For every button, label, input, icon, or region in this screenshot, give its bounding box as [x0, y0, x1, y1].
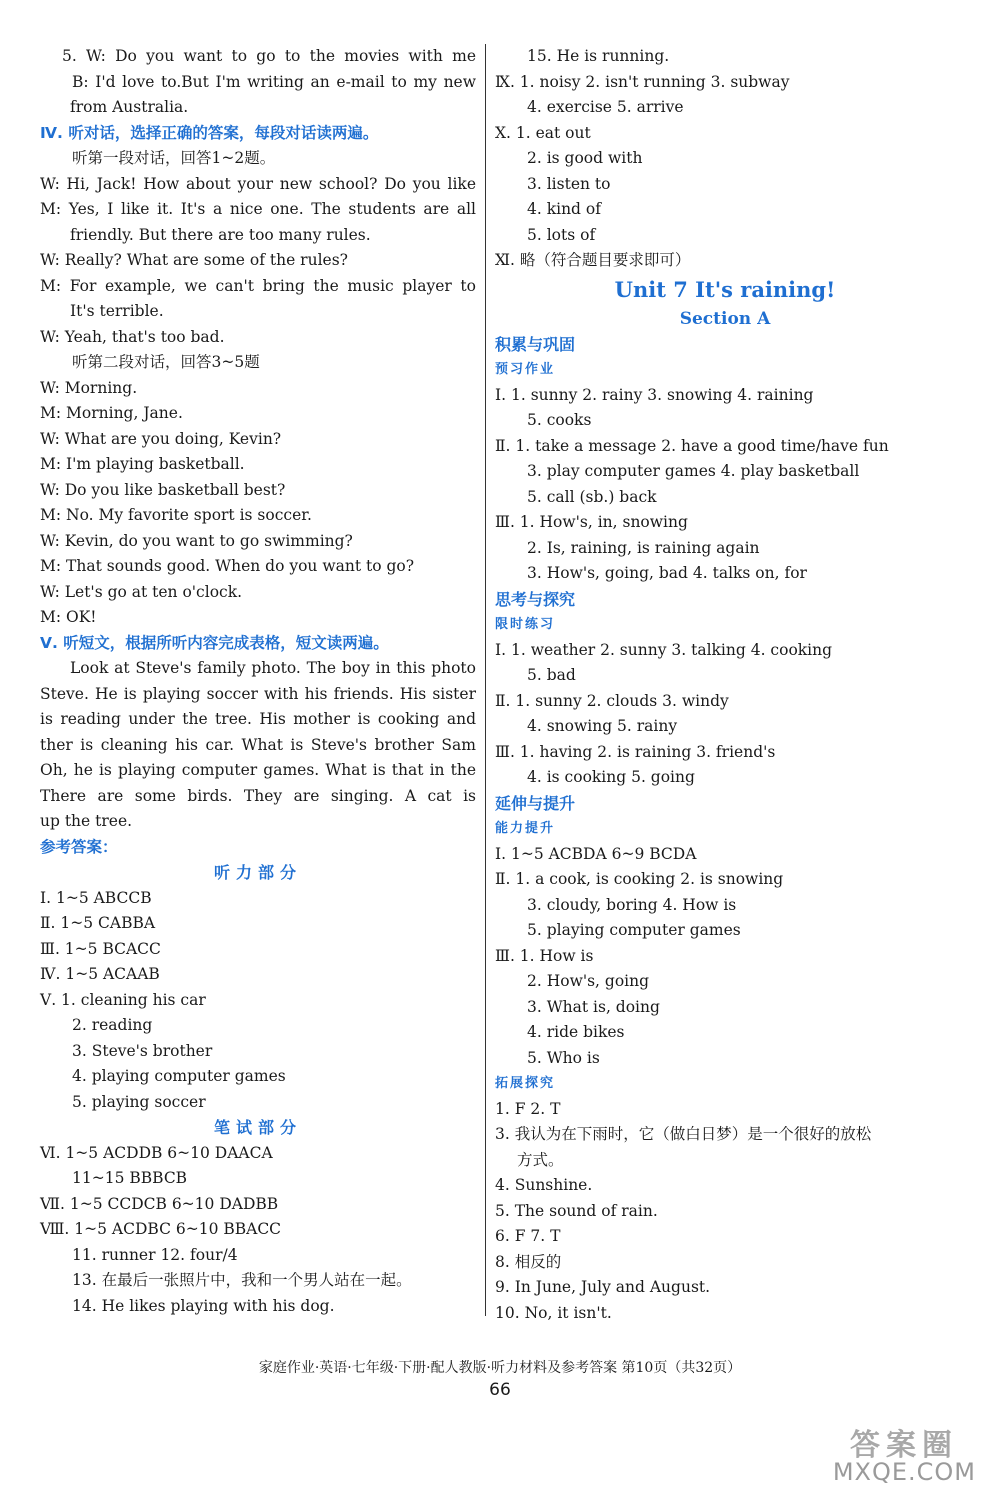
right-line	[495, 95, 955, 121]
line-text: Ⅹ. 1. eat out	[495, 123, 591, 142]
left-line	[40, 1268, 476, 1294]
left-line	[40, 937, 476, 963]
left-line	[40, 1090, 476, 1116]
right-line	[495, 765, 955, 791]
right-line	[495, 561, 955, 587]
right-line	[495, 944, 955, 970]
right-line	[495, 791, 955, 817]
line-text: Ⅵ. 1~5 ACDDB 6~10 DAACA	[40, 1143, 273, 1162]
line-text: 5. Who is	[527, 1048, 600, 1067]
right-line	[495, 44, 955, 70]
line-text: 5. bad	[527, 666, 576, 684]
left-line	[40, 503, 476, 529]
left-line	[40, 1217, 476, 1243]
page-footer: 家庭作业·英语·七年级·下册·配人教版·听力材料及参考答案 第10页（共32页）	[258, 1360, 742, 1376]
left-line	[40, 682, 476, 708]
line-text: 3. What is, doing	[527, 997, 660, 1016]
line-text: ther is cleaning his car. What is Steve's brother Sam	[40, 735, 476, 754]
line-text: 参考答案：	[40, 837, 118, 856]
line-text: 方式。	[517, 1150, 564, 1169]
left-line	[40, 707, 476, 733]
line-text: M: That sounds good. When do you want to go?	[40, 557, 415, 575]
line-text: Ⅰ. 1~5 ACBDA 6~9 BCDA	[495, 844, 697, 863]
line-text: Ⅳ. 听对话，选择正确的答案，每段对话读两遍。	[40, 123, 379, 142]
line-text: Unit 7 It's raining!	[614, 276, 836, 302]
line-text: 2. How's, going	[527, 972, 650, 990]
watermark-logo: 答案圈	[850, 1428, 958, 1463]
right-line	[495, 587, 955, 613]
line-text: W: Hi, Jack! How about your new school? Do you like	[40, 174, 476, 193]
line-text: 3. How's, going, bad 4. talks on, for	[527, 564, 807, 582]
line-text: 预习作业	[495, 362, 556, 377]
line-text: 思考与探究	[495, 589, 576, 609]
right-column	[495, 44, 955, 1326]
line-text: W: Really? What are some of the rules?	[40, 251, 348, 269]
line-text: 13. 在最后一张照片中，我和一个男人站在一起。	[72, 1271, 412, 1289]
line-text: Ⅳ. 1~5 ACAAB	[40, 965, 160, 983]
line-text: 4. exercise 5. arrive	[527, 98, 684, 116]
left-line	[40, 248, 476, 274]
right-line	[495, 1097, 955, 1123]
line-text: 积累与巩固	[495, 334, 576, 354]
line-text: M: I'm playing basketball.	[40, 455, 245, 473]
right-line	[495, 459, 955, 485]
right-line	[495, 332, 955, 358]
line-text: Section A	[679, 308, 771, 329]
right-line	[495, 510, 955, 536]
left-line	[40, 1192, 476, 1218]
line-text: 14. He likes playing with his dog.	[72, 1296, 335, 1315]
line-text: Ⅲ. 1. having 2. is raining 3. friend's	[495, 742, 776, 761]
right-line	[495, 121, 955, 147]
left-line	[40, 478, 476, 504]
left-line	[40, 758, 476, 784]
line-text: W: Kevin, do you want to go swimming?	[40, 531, 353, 550]
line-text: 5. cooks	[527, 411, 592, 429]
line-text: 3. play computer games 4. play basketball	[527, 462, 860, 480]
line-text: 3. cloudy, boring 4. How is	[527, 895, 737, 914]
line-text: 9. In June, July and August.	[495, 1278, 711, 1296]
left-line	[40, 886, 476, 912]
line-text: Ⅶ. 1~5 CCDCB 6~10 DADBB	[40, 1194, 279, 1213]
line-text: 延伸与提升	[495, 793, 576, 813]
line-text: 2. Is, raining, is raining again	[527, 538, 760, 557]
right-line	[495, 612, 955, 638]
line-text: 5. The sound of rain.	[495, 1201, 658, 1220]
right-line	[495, 816, 955, 842]
right-line	[495, 1199, 955, 1225]
right-line	[495, 172, 955, 198]
left-line	[40, 529, 476, 555]
right-line	[495, 146, 955, 172]
line-text: Steve. He is playing soccer with his friends. His sister	[40, 684, 476, 703]
left-line	[40, 554, 476, 580]
line-text: Ⅰ. 1. sunny 2. rainy 3. snowing 4. raining	[495, 385, 814, 404]
line-text: W: Do you like basketball best?	[40, 480, 286, 499]
left-line	[40, 1064, 476, 1090]
watermark-site: MXQE.COM	[832, 1458, 976, 1486]
left-line	[40, 580, 476, 606]
line-text: Ⅱ. 1. take a message 2. have a good time/have fun	[495, 436, 889, 455]
left-line	[40, 1294, 476, 1320]
line-text: 4. playing computer games	[72, 1067, 286, 1085]
line-text: Ⅷ. 1~5 ACDBC 6~10 BBACC	[40, 1220, 282, 1238]
line-text: 听力部分	[213, 863, 302, 882]
left-line	[40, 146, 476, 172]
left-line	[40, 860, 476, 886]
line-text: 5. lots of	[527, 225, 596, 244]
line-text: Ⅸ. 1. noisy 2. isn't running 3. subway	[495, 72, 790, 91]
line-text: W: Morning.	[40, 378, 138, 397]
line-text: 8. 相反的	[495, 1252, 562, 1271]
right-line	[495, 1250, 955, 1276]
right-line	[495, 995, 955, 1021]
line-text: 5. playing soccer	[72, 1092, 206, 1111]
right-line	[495, 1071, 955, 1097]
left-line	[40, 70, 476, 96]
line-text: 3. 我认为在下雨时，它（做白日梦）是一个很好的放松	[495, 1125, 872, 1143]
line-text: M: OK!	[40, 608, 97, 626]
line-text: Ⅴ. 1. cleaning his car	[40, 990, 206, 1009]
right-line	[495, 1224, 955, 1250]
right-line	[495, 1122, 955, 1148]
line-text: Ⅲ. 1. How is	[495, 946, 594, 965]
left-line	[40, 376, 476, 402]
left-line	[40, 1166, 476, 1192]
line-text: 11. runner 12. four/4	[72, 1245, 238, 1264]
right-line	[495, 893, 955, 919]
left-line	[40, 962, 476, 988]
left-line	[40, 197, 476, 223]
right-line	[495, 1046, 955, 1072]
page-number: 66	[489, 1380, 511, 1400]
line-text: 3. Steve's brother	[72, 1041, 213, 1060]
left-line	[40, 274, 476, 300]
line-text: 5. W: Do you want to go to the movies with me	[62, 47, 476, 65]
line-text: There are some birds. They are singing. A cat is	[40, 786, 476, 805]
line-text: 11~15 BBBCB	[72, 1169, 188, 1187]
line-text: 拓展探究	[495, 1076, 556, 1091]
left-line	[40, 95, 476, 121]
line-text: It's terrible.	[70, 302, 164, 320]
left-line	[40, 733, 476, 759]
line-text: M: For example, we can't bring the music player to	[40, 276, 476, 295]
line-text: M: Morning, Jane.	[40, 404, 183, 422]
line-text: 限时练习	[495, 617, 556, 632]
line-text: M: No. My favorite sport is soccer.	[40, 506, 312, 524]
line-text: 3. listen to	[527, 174, 611, 193]
right-line	[495, 638, 955, 664]
watermark	[744, 1420, 976, 1488]
line-text: 15. He is running.	[527, 47, 670, 65]
right-line	[495, 434, 955, 460]
line-text: Look at Steve's family photo. The boy in this photo	[70, 659, 476, 677]
left-line	[40, 325, 476, 351]
line-text: 2. reading	[72, 1016, 153, 1034]
right-line	[495, 357, 955, 383]
right-line	[495, 485, 955, 511]
left-line	[40, 1243, 476, 1269]
line-text: 能力提升	[495, 821, 556, 836]
line-text: M: Yes, I like it. It's a nice one. The students are all	[40, 200, 476, 218]
left-line	[40, 809, 476, 835]
left-line	[40, 223, 476, 249]
column-divider	[485, 44, 486, 1316]
line-text: Ⅱ. 1~5 CABBA	[40, 914, 156, 932]
right-line	[495, 740, 955, 766]
line-text: 1. F 2. T	[495, 1099, 561, 1118]
left-line	[40, 44, 476, 70]
line-text: Ⅲ. 1~5 BCACC	[40, 939, 161, 958]
line-text: W: Let's go at ten o'clock.	[40, 582, 243, 601]
line-text: Oh, he is playing computer games. What is that in the	[40, 761, 476, 779]
line-text: 4. is cooking 5. going	[527, 768, 695, 786]
line-text: B: I'd love to.But I'm writing an e-mail to my new	[72, 72, 476, 91]
line-text: 听第一段对话，回答1~2题。	[72, 149, 276, 167]
left-line	[40, 350, 476, 376]
left-line	[40, 452, 476, 478]
line-text: 6. F 7. T	[495, 1227, 561, 1245]
right-line	[495, 306, 955, 332]
left-line	[40, 911, 476, 937]
line-text: is reading under the tree. His mother is cooking and	[40, 710, 476, 728]
line-text: Ⅱ. 1. sunny 2. clouds 3. windy	[495, 691, 729, 710]
left-line	[40, 631, 476, 657]
left-line	[40, 1115, 476, 1141]
line-text: 4. snowing 5. rainy	[527, 717, 678, 735]
right-line	[495, 1301, 955, 1327]
left-line	[40, 299, 476, 325]
line-text: W: What are you doing, Kevin?	[40, 429, 282, 448]
left-line	[40, 1039, 476, 1065]
line-text: Ⅰ. 1. weather 2. sunny 3. talking 4. cooking	[495, 640, 833, 659]
line-text: 笔试部分	[213, 1118, 302, 1137]
right-line	[495, 223, 955, 249]
left-column	[40, 44, 476, 1319]
line-text: 5. playing computer games	[527, 921, 741, 939]
line-text: Ⅺ. 略（符合题目要求即可）	[495, 251, 691, 269]
line-text: 5. call (sb.) back	[527, 487, 657, 506]
right-line	[495, 70, 955, 96]
left-line	[40, 427, 476, 453]
left-line	[40, 172, 476, 198]
line-text: 4. Sunshine.	[495, 1176, 593, 1194]
left-line	[40, 401, 476, 427]
left-line	[40, 988, 476, 1014]
line-text: 10. No, it isn't.	[495, 1303, 612, 1322]
left-line	[40, 656, 476, 682]
right-line	[495, 1173, 955, 1199]
right-line	[495, 248, 955, 274]
line-text: 听第二段对话，回答3~5题	[72, 353, 260, 371]
left-line	[40, 835, 476, 861]
left-line	[40, 605, 476, 631]
line-text: 2. is good with	[527, 149, 643, 167]
right-line	[495, 1148, 955, 1174]
line-text: Ⅲ. 1. How's, in, snowing	[495, 513, 688, 531]
line-text: Ⅰ. 1~5 ABCCB	[40, 888, 152, 907]
right-line	[495, 1275, 955, 1301]
right-line	[495, 274, 955, 306]
left-line	[40, 784, 476, 810]
right-line	[495, 663, 955, 689]
line-text: 4. ride bikes	[527, 1023, 625, 1041]
line-text: W: Yeah, that's too bad.	[40, 327, 225, 346]
left-line	[40, 1013, 476, 1039]
line-text: friendly. But there are too many rules.	[70, 225, 371, 244]
right-line	[495, 842, 955, 868]
right-line	[495, 408, 955, 434]
right-line	[495, 536, 955, 562]
right-line	[495, 383, 955, 409]
right-line	[495, 197, 955, 223]
right-line	[495, 1020, 955, 1046]
right-line	[495, 867, 955, 893]
right-line	[495, 689, 955, 715]
left-line	[40, 1141, 476, 1167]
line-text: Ⅱ. 1. a cook, is cooking 2. is snowing	[495, 870, 784, 888]
line-text: 4. kind of	[527, 200, 601, 218]
line-text: Ⅴ. 听短文，根据所听内容完成表格，短文读两遍。	[40, 633, 389, 652]
right-line	[495, 918, 955, 944]
right-line	[495, 969, 955, 995]
right-line	[495, 714, 955, 740]
line-text: up the tree.	[40, 812, 133, 830]
left-line	[40, 121, 476, 147]
line-text: from Australia.	[70, 98, 189, 116]
